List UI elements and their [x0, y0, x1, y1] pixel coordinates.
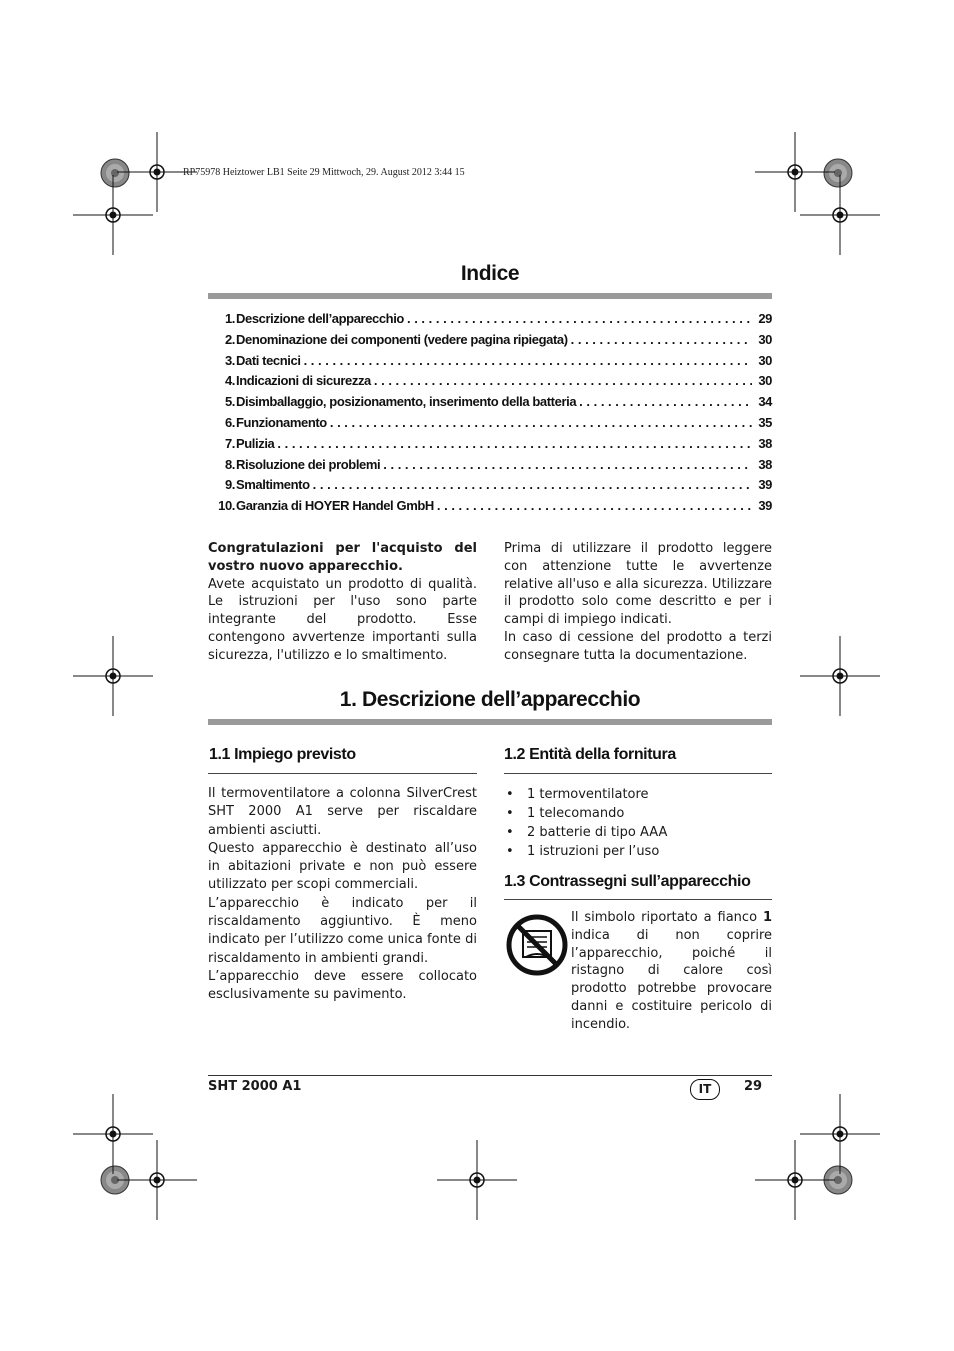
section-1-2-rule: [504, 773, 772, 774]
toc-entry-page: 39: [758, 498, 772, 514]
section-1-3-title: 1.3 Contrassegni sull’apparecchio: [504, 873, 751, 890]
toc-entry[interactable]: [208, 457, 772, 478]
list-item: • 1 istruzioni per l’uso: [504, 842, 772, 861]
toc-entry-page: 30: [758, 373, 772, 389]
intro-right-column: [504, 540, 772, 665]
toc-entry[interactable]: [208, 373, 772, 394]
toc-entry-number: 2.: [224, 331, 235, 347]
toc-entry[interactable]: [208, 498, 772, 519]
toc-entry-title: Smaltimento: [236, 477, 310, 493]
toc-entry-page: 35: [758, 414, 772, 430]
toc-entry-number: 3.: [224, 352, 235, 368]
toc-entry[interactable]: [208, 415, 772, 436]
list-item: • 1 telecomando: [504, 804, 772, 823]
toc-entry-title: Descrizione dell’apparecchio: [236, 311, 404, 326]
toc-entry[interactable]: [208, 436, 772, 457]
delivery-contents-list: [504, 785, 772, 861]
section-1-1-paragraph-4: L’apparecchio deve essere collocato esclusivamente su pavimento.: [208, 968, 477, 1003]
intro-left-text: Avete acquistato un prodotto di qualità. Le istruzioni per l'uso sono parte integrante del prodotto. Esse contengono avvertenze importanti sulla sicurezza, l'utilizzo e lo smaltimento.: [208, 576, 477, 663]
section-1-1-rule: [208, 773, 477, 774]
toc-entry-number: 4.: [224, 373, 235, 389]
intro-right-paragraph-2: In caso di cessione del prodotto a terzi consegnare tutta la documentazione.: [504, 629, 772, 663]
section-1-title: 1. Descrizione dell’apparecchio: [339, 688, 641, 711]
toc-entry-title: Funzionamento: [236, 414, 327, 430]
intro-right-paragraph-1: Prima di utilizzare il prodotto leggere con attenzione tutte le avvertenze relative all'uso e alla sicurezza. Utilizzare il prodotto solo come descritto e per i campi di impiego indicati.: [504, 541, 772, 628]
section-1-3-rule: [504, 899, 772, 900]
toc-leader-dots: [274, 436, 752, 451]
section-1-1-text: [208, 785, 477, 1005]
toc-entry-number: 5.: [224, 394, 235, 410]
section-1-1-paragraph-2: Questo apparecchio è destinato all’uso in abitazioni private e non può essere utilizzato per scopi commerciali.: [208, 840, 477, 893]
toc-entry-title: Garanzia di HOYER Handel GmbH: [236, 498, 434, 514]
toc-entry-title: Disimballaggio, posizionamento, inserimento della batteria: [236, 394, 577, 410]
toc-entry-number: 6.: [224, 414, 235, 430]
toc-entry-number: 10.: [218, 498, 235, 514]
toc-entry-page: 29: [758, 311, 772, 326]
toc-leader-dots: [434, 498, 752, 513]
index-title: Indice: [460, 262, 520, 285]
symbol-text-after: indica di non coprire l’apparecchio, poiché il ristagno di calore così prodotto potrebbe provocare danni e costituire pericolo di incendio.: [571, 927, 772, 1032]
section-1-1-title: 1.1 Impiego previsto: [209, 746, 356, 763]
toc-entry-number: 9.: [224, 477, 235, 493]
toc-entry-page: 38: [758, 456, 772, 472]
toc-leader-dots: [568, 332, 752, 347]
table-of-contents: [208, 311, 772, 519]
section-1-1-paragraph-3: L’apparecchio è indicato per il riscaldamento aggiuntivo. È meno indicato per l’utilizzo come unica fonte di riscaldamento in ambienti grandi.: [208, 895, 477, 966]
section-1-title-bar: [208, 719, 772, 725]
toc-entry-number: 1.: [224, 311, 235, 326]
section-1-3-text: [571, 909, 772, 1034]
list-item: • 2 batterie di tipo AAA: [504, 823, 772, 842]
toc-entry-page: 30: [758, 331, 772, 347]
intro-left-column: [208, 540, 477, 665]
toc-leader-dots: [327, 415, 752, 430]
toc-leader-dots: [371, 373, 752, 388]
symbol-reference-number: 1: [762, 910, 772, 925]
symbol-text-before: Il simbolo riportato a fianco: [571, 910, 763, 925]
language-badge: IT: [690, 1079, 720, 1100]
toc-entry[interactable]: [208, 394, 772, 415]
toc-leader-dots: [576, 394, 752, 409]
toc-entry-page: 38: [758, 435, 772, 451]
toc-entry[interactable]: [208, 332, 772, 353]
do-not-cover-icon: [506, 914, 568, 976]
toc-leader-dots: [310, 477, 752, 492]
footer-model: SHT 2000 A1: [208, 1079, 302, 1094]
toc-entry-page: 34: [758, 394, 772, 410]
toc-entry-title: Indicazioni di sicurezza: [236, 373, 371, 389]
toc-entry-number: 7.: [224, 435, 235, 451]
toc-leader-dots: [404, 311, 752, 326]
list-item: • 1 termoventilatore: [504, 785, 772, 804]
page-number: 29: [744, 1079, 763, 1094]
toc-entry-page: 39: [758, 477, 772, 493]
intro-heading: Congratulazioni per l'acquisto del vostro nuovo apparecchio.: [208, 541, 477, 574]
toc-entry-title: Risoluzione dei problemi: [236, 456, 381, 472]
toc-leader-dots: [301, 353, 752, 368]
toc-entry-title: Dati tecnici: [236, 352, 301, 368]
print-info-line: RP75978 Heiztower LB1 Seite 29 Mittwoch, 29. August 2012 3:44 15: [183, 167, 465, 178]
toc-entry-title: Pulizia: [236, 435, 275, 451]
toc-entry-title: Denominazione dei componenti (vedere pagina ripiegata): [236, 331, 568, 347]
toc-entry[interactable]: [208, 311, 772, 332]
section-1-2-title: 1.2 Entità della fornitura: [504, 746, 676, 763]
toc-entry[interactable]: [208, 477, 772, 498]
toc-entry[interactable]: [208, 353, 772, 374]
toc-entry-page: 30: [758, 352, 772, 368]
footer-rule: [208, 1075, 772, 1076]
toc-leader-dots: [380, 457, 752, 472]
section-1-1-paragraph-1: Il termoventilatore a colonna SilverCrest SHT 2000 A1 serve per riscaldare ambienti asciutti.: [208, 786, 477, 838]
toc-entry-number: 8.: [224, 456, 235, 472]
index-title-bar: [208, 293, 772, 299]
